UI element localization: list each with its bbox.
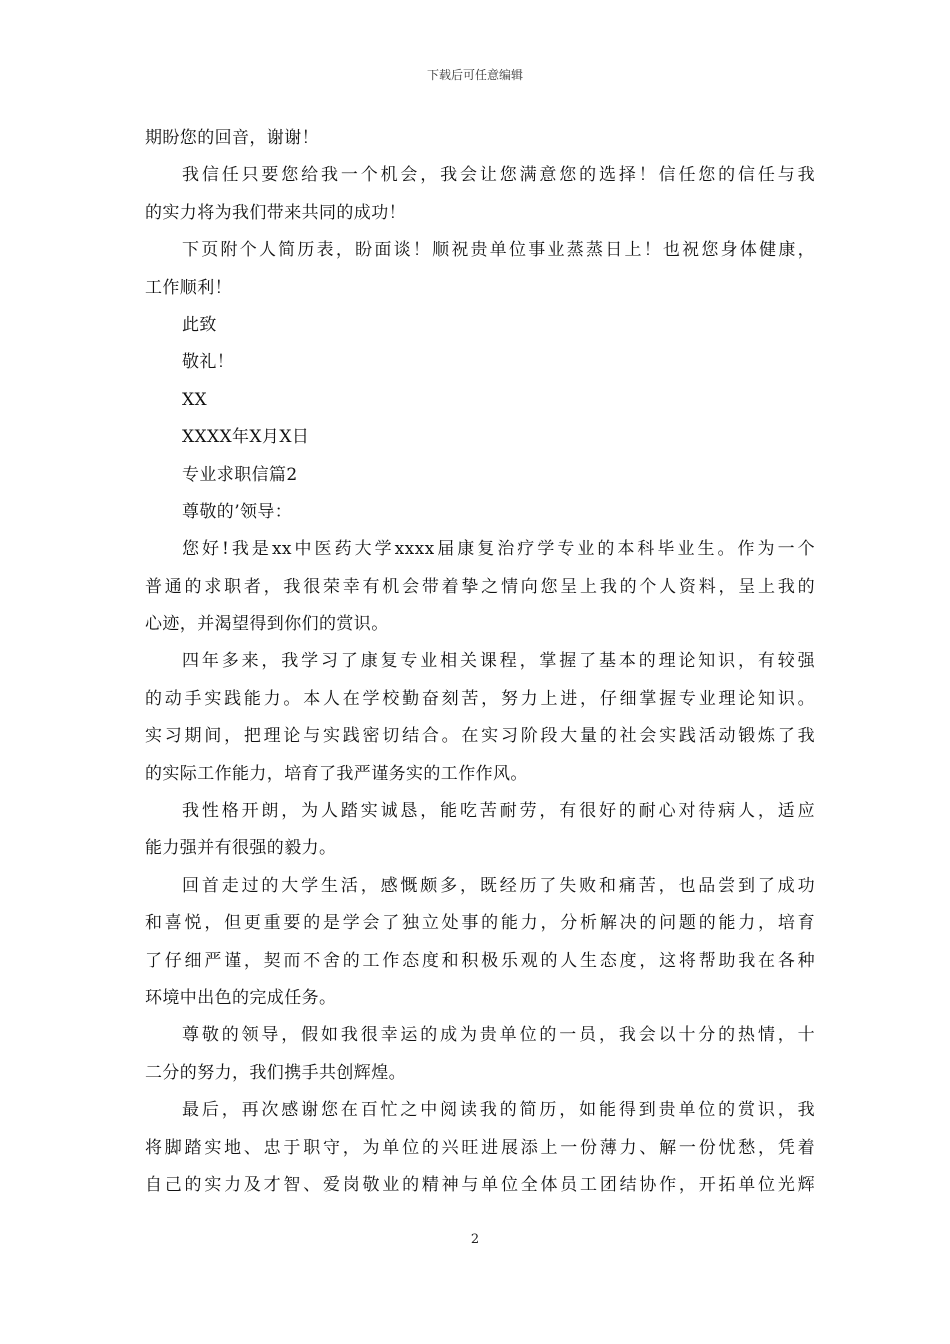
- document-body: [145, 120, 815, 1204]
- text-line: 我性格开朗，为人踏实诚恳，能吃苦耐劳，有很好的耐心对待病人，适应: [182, 801, 815, 822]
- text-line: 了仔细严谨，契而不舍的工作态度和积极乐观的人生态度，这将帮助我在各种: [145, 950, 815, 971]
- text-line: XXXX年X月X日: [182, 427, 310, 448]
- text-line: 回首走过的大学生活，感慨颇多，既经历了失败和痛苦，也品尝到了成功: [182, 875, 815, 896]
- text-line: 和喜悦，但更重要的是学会了独立处事的能力，分析解决的问题的能力，培育: [145, 913, 815, 934]
- text-line: 下页附个人简历表，盼面谈！顺祝贵单位事业蒸蒸日上！也祝您身体健康，: [182, 240, 815, 261]
- text-line: 普通的求职者，我很荣幸有机会带着挚之情向您呈上我的个人资料，呈上我的: [145, 576, 815, 597]
- text-line: 工作顺利！: [145, 277, 232, 298]
- text-line: 将脚踏实地、忠于职守，为单位的兴旺进展添上一份薄力、解一份忧愁，凭着: [145, 1137, 815, 1158]
- text-line: XX: [182, 389, 208, 410]
- page-number: 2: [470, 1232, 480, 1247]
- text-line: 最后，再次感谢您在百忙之中阅读我的简历，如能得到贵单位的赏识，我: [182, 1100, 815, 1121]
- text-line: 的动手实践能力。本人在学校勤奋刻苦，努力上进，仔细掌握专业理论知识。: [145, 688, 815, 709]
- salutation: 尊敬的’领导：: [182, 501, 293, 522]
- text-line: 期盼您的回音，谢谢！: [145, 128, 319, 148]
- text-line: 自己的实力及才智、爱岗敬业的精神与单位全体员工团结协作，开拓单位光辉: [145, 1174, 815, 1195]
- text-line: 能力强并有很强的毅力。: [145, 838, 337, 859]
- text-line: 的实力将为我们带来共同的成功！: [145, 202, 406, 223]
- text-line: 敬礼！: [182, 352, 235, 373]
- text-line: 实习期间，把理论与实践密切结合。在实习阶段大量的社会实践活动锻炼了我: [145, 726, 815, 747]
- text-line: 您好!我是xx中医药大学xxxx届康复治疗学专业的本科毕业生。作为一个: [182, 539, 815, 560]
- text-line: 四年多来，我学习了康复专业相关课程，掌握了基本的理论知识，有较强: [182, 651, 815, 672]
- text-line: 的实际工作能力，培育了我严谨务实的工作作风。: [145, 763, 528, 784]
- text-line: 我信任只要您给我一个机会，我会让您满意您的选择！信任您的信任与我: [182, 165, 815, 186]
- text-line: 环境中出色的完成任务。: [145, 987, 337, 1008]
- text-line: 心迹，并渴望得到你们的赏识。: [145, 614, 389, 635]
- section-title: 专业求职信篇2: [182, 464, 298, 485]
- text-line: 二分的努力，我们携手共创辉煌。: [145, 1062, 406, 1083]
- page-header: 下载后可任意编辑: [426, 68, 523, 82]
- text-line: 此致: [182, 314, 217, 335]
- text-line: 尊敬的领导，假如我很幸运的成为贵单位的一员，我会以十分的热情，十: [182, 1025, 815, 1046]
